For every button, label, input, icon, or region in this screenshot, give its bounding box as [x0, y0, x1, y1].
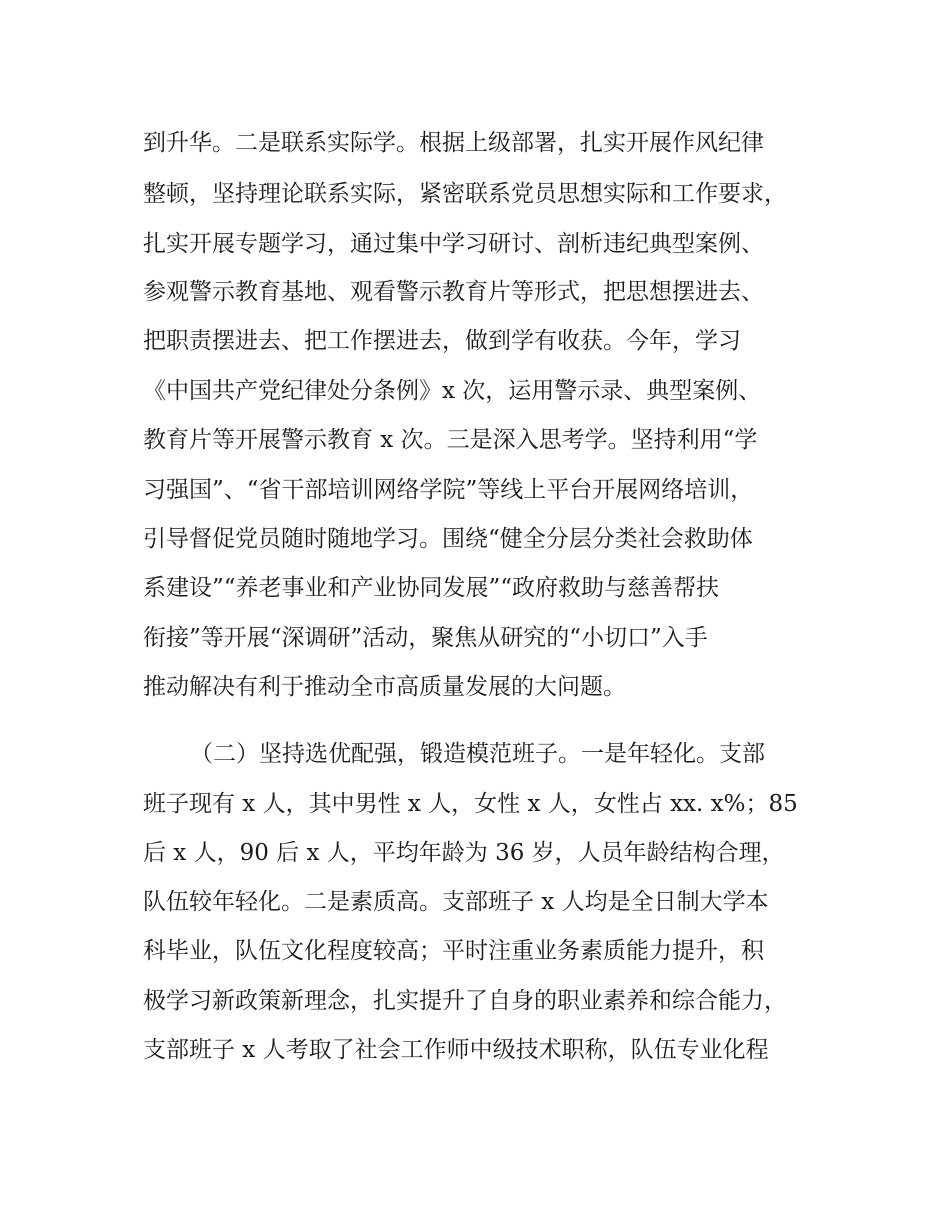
paragraph-1-line-10: 系建设”“养老事业和产业协同发展”“政府救助与慈善帮扶 — [143, 575, 720, 601]
paragraph-2-line-3: 后 x 人，90 后 x 人，平均年龄为 36 岁，人员年龄结构合理， — [143, 840, 785, 866]
paragraph-2-line-6: 极学习新政策新理念，扎实提升了自身的职业素养和综合能力， — [143, 988, 787, 1014]
paragraph-1-line-12: 推动解决有利于推动全市高质量发展的大问题。 — [143, 674, 626, 700]
paragraph-1-line-3: 扎实开展专题学习，通过集中学习研讨、剖析违纪典型案例、 — [143, 231, 764, 257]
paragraph-1-line-1: 到升华。二是联系实际学。根据上级部署，扎实开展作风纪律 — [143, 130, 764, 156]
paragraph-1-line-7: 教育片等开展警示教育 x 次。三是深入思考学。坚持利用“学 — [143, 427, 758, 453]
paragraph-2-line-5: 科毕业，队伍文化程度较高；平时注重业务素质能力提升，积 — [143, 938, 764, 964]
paragraph-1-line-5: 把职责摆进去、把工作摆进去，做到学有收获。今年，学习 — [143, 328, 741, 354]
paragraph-1-line-11: 衔接”等开展“深调研”活动，聚焦从研究的“小切口”入手 — [143, 625, 708, 651]
paragraph-1-line-8: 习强国”、“省干部培训网络学院”等线上平台开展网络培训， — [143, 477, 754, 503]
paragraph-1-line-6: 《中国共产党纪律处分条例》x 次，运用警示录、典型案例、 — [143, 378, 762, 404]
paragraph-1-line-4: 参观警示教育基地、观看警示教育片等形式，把思想摆进去、 — [143, 279, 764, 305]
paragraph-2-line-2: 班子现有 x 人，其中男性 x 人，女性 x 人，女性占 xx. x%；85 — [143, 791, 798, 817]
paragraph-2-line-7: 支部班子 x 人考取了社会工作师中级技术职称，队伍专业化程 — [143, 1037, 769, 1063]
paragraph-2-line-4: 队伍较年轻化。二是素质高。支部班子 x 人均是全日制大学本 — [143, 889, 769, 915]
paragraph-1-line-2: 整顿，坚持理论联系实际，紧密联系党员思想实际和工作要求， — [143, 181, 787, 207]
paragraph-2-line-1: （二）坚持选优配强，锻造模范班子。一是年轻化。支部 — [190, 741, 765, 767]
paragraph-1-line-9: 引导督促党员随时随地学习。围绕“健全分层分类社会救助体 — [143, 526, 753, 552]
